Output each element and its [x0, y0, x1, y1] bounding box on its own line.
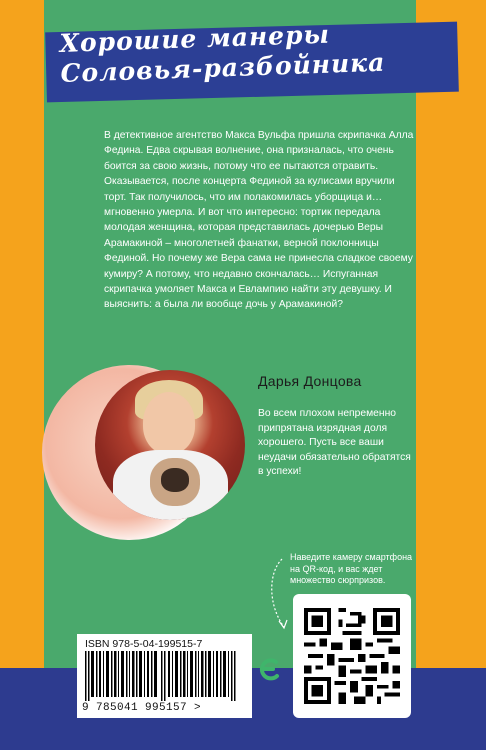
qr-caption: Наведите камеру смартфона на QR-код, и вас ждет множество сюрпризов. — [290, 552, 413, 585]
barcode-box — [77, 634, 252, 718]
barcode-digits: 9 785041 995157 > — [82, 702, 202, 714]
publisher-logo-icon — [256, 654, 282, 684]
barcode-icon — [85, 651, 245, 701]
curved-arrow-icon — [262, 555, 292, 635]
author-photo-face — [143, 392, 195, 454]
book-title-line-1: Хорошие манеры — [59, 19, 331, 58]
qr-code-box[interactable] — [293, 594, 411, 718]
qr-code-icon — [304, 606, 400, 706]
author-quote: Во всем плохом непременно припрятана изрядная доля хорошего. Пусть все ваши неудачи обязательно обратятся в успехи! — [258, 408, 411, 477]
book-title-line-2: Соловья-разбойника — [60, 47, 386, 88]
isbn-label: ISBN 978-5-04-199515-7 — [85, 638, 203, 650]
author-photo-pug-face — [161, 468, 189, 492]
author-name: Дарья Донцова — [258, 373, 362, 389]
author-photo — [95, 370, 245, 520]
book-annotation: В детективное агентство Макса Вульфа пришла скрипачка Алла Федина. Едва скрывая волнение, она призналась, что очень боится за свою жизнь, потому что ее пытаются отравить. Оказывается, после концерта Фединой за кулисами вручили торт. Так получилось, что им полакомилась уборщица и… мгновенно умерла. И вот что интересно: тортик передала молодая женщина, которая представилась дочерью Веры Арамакиной – многолетней фанатки, верной поклонницы Фединой. Но почему же Вера сама не принесла сладкое своему кумиру? А потому, что недавно скончалась… Испуганная скрипачка умоляет Макса и Евлампию найти эту девушку. И выяснить: а была ли вообще дочь у Арамакиной? — [104, 130, 414, 311]
